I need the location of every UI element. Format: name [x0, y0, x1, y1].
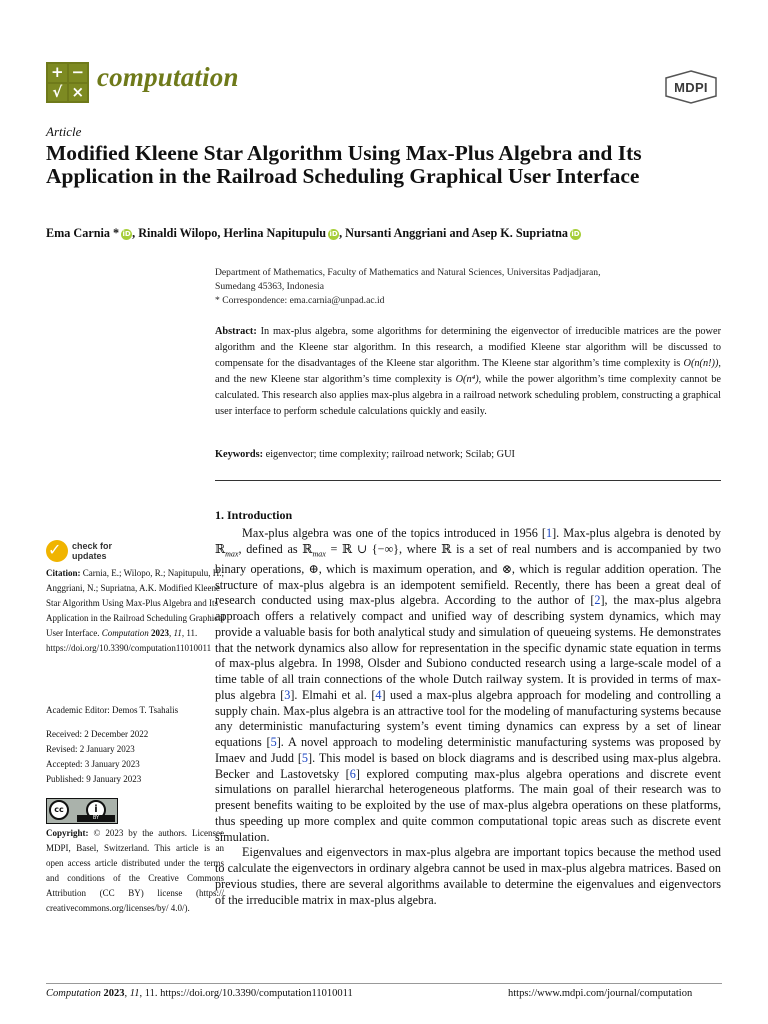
plus-glyph: +: [48, 64, 67, 82]
date-received: Received: 2 December 2022: [46, 729, 149, 739]
orcid-icon[interactable]: iD: [329, 230, 338, 238]
check-line: updates: [72, 551, 107, 561]
math-expression: O(n⁴): [455, 374, 479, 385]
root-glyph: √: [48, 84, 67, 102]
footer-volume: 11: [129, 988, 140, 999]
orcid-icon[interactable]: iD: [122, 230, 131, 238]
paragraph-text: ]. A novel approach to modeling deterministic manufacturing systems was proposed by Imaev and Judd [: [215, 735, 721, 765]
paragraph-text: ], the max-plus algebra approach offers a relatively compact and unified way of describing system dynamics, which may provide a valuable basis for both analytical study and simulation of queueing systems. He demonstrates that the network dynamics also allow for representation in the specific dynamic state equation in terms of max-plus algebra. In 1998, Olsder and Subiono conducted research using a large-scale model of a time table of all train connections of the whole Dutch railway system. It is provided in terms of max-plus algebra [: [215, 593, 721, 702]
keywords: [215, 448, 721, 462]
introduction-body: [215, 526, 721, 908]
paper-title: Modified Kleene Star Algorithm Using Max-Plus Algebra and Its Application in the Railroad Scheduling Graphical User Interface: [46, 141, 642, 188]
citation-pages: , 11.: [181, 628, 198, 639]
footer-citation: Computation 2023, 11, 11. https://doi.org/10.3390/computation11010011: [46, 988, 353, 999]
footer-journal: Computation: [46, 988, 101, 999]
paragraph-text: ] explored computing max-plus algebra operations and discrete event simulations on parallel hierarchal heterogeneous platforms. The main goal of their research was to present benefits waiting to be exploited by the use of max-plus algebra operations on these platforms, thus speeding up more complex and quite common computational topic areas such as discrete event simulation.: [215, 766, 722, 844]
copyright-label: Copyright:: [46, 828, 89, 838]
subscript: max: [225, 549, 239, 559]
citation-block: Citation: Carnia, E.; Wilopo, R.; Napitupulu, H.; Anggriani, N.; Supriatna, A.K. Modified Kleene Star Algorithm Using Max-Plus Algebra and Its Application in the Railroad Scheduling Graphical User Interface. Computation 2023, 11, 11. https://doi.org/10.3390/computation11010011: [46, 568, 225, 654]
paragraph-text: ]. This model is based on block diagrams and is described using max-plus algebra. Becker and Lastovetsky [: [215, 750, 721, 781]
author-name: Asep K. Supriatna: [471, 226, 569, 240]
journal-name: computation: [97, 62, 239, 92]
times-glyph: ×: [69, 84, 88, 102]
citation-link[interactable]: 6: [349, 766, 356, 781]
author-name: Herlina Napitupulu: [223, 226, 327, 240]
citation-link[interactable]: 4: [375, 687, 382, 702]
minus-glyph: −: [69, 64, 88, 82]
dates-block: [46, 727, 226, 787]
paragraph: Eigenvalues and eigenvectors in max-plus algebra are important topics because the method used to calculate the eigenvectors in ordinary algebra cannot be used in max-plus algebra matrices. Based on previous studies, there are several algorithms available to determine the eigenvalues and eigenvectors of the irreducible matrix in max-plus algebra.: [215, 845, 721, 907]
by-label: BY: [77, 815, 115, 822]
author-separator: and: [446, 226, 472, 240]
paragraph: [215, 526, 721, 845]
citation-doi-link[interactable]: https://doi.org/10.3390/computation11010011: [46, 643, 212, 654]
citation-link[interactable]: 2: [594, 593, 601, 608]
affiliation-line: Department of Mathematics, Faculty of Mathematics and Natural Sciences, Universitas Padjadjaran,: [215, 267, 601, 278]
author-name: Ema Carnia: [46, 226, 110, 240]
check-mark-icon: ✓: [48, 540, 62, 559]
check-for-updates[interactable]: [46, 540, 146, 564]
publisher-logo: [664, 70, 718, 104]
footer-journal-url[interactable]: https://www.mdpi.com/journal/computation: [508, 988, 693, 999]
paragraph-text: ]. Elmahi et al. [: [290, 687, 376, 702]
cc-by-license-icon[interactable]: [46, 798, 118, 824]
abstract-text: In max-plus algebra, some algorithms for determining the eigenvector of irreducible matrices are the power algorithm and the Kleene star algorithm. In this research, a modified Kleene star algorithm will be discussed to compensate for the disadvantages of the Kleene star algorithm. The Kleene star algorithm’s time complexity is: [215, 326, 721, 369]
academic-editor: Academic Editor: Demos T. Tsahalis: [46, 705, 179, 715]
abstract-label: Abstract:: [215, 326, 257, 337]
author-separator: ,: [217, 226, 224, 240]
subscript: max: [312, 549, 326, 559]
abstract: [215, 324, 721, 420]
orcid-icon[interactable]: iD: [571, 230, 580, 238]
date-published: Published: 9 January 2023: [46, 774, 142, 785]
citation-label: Citation:: [46, 568, 81, 578]
citation-year: 2023: [150, 628, 169, 639]
corresponding-mark: *: [109, 226, 120, 240]
citation-text: Carnia, E.; Wilopo, R.; Napitupulu, H.; Anggriani, N.; Supriatna, A.K. Modified Kleene Star Algorithm Using Max-Plus Algebra and Its Application in the Railroad Scheduling Graphical User Interface.: [46, 568, 225, 639]
citation-link[interactable]: 5: [301, 750, 309, 765]
attribution-icon: i: [86, 800, 106, 820]
article-type: Article: [46, 124, 82, 139]
paragraph-text: ]. Max-plus algebra is denoted by ℝ: [215, 526, 722, 556]
paragraph-text: , defined as ℝ: [238, 541, 313, 556]
abstract-text: , while the power algorithm’s time complexity cannot be calculated. This research also applies max-plus algebra in a railroad network scheduling problem, constructing a graphical user interface to perform schedule calculations quickly and easily.: [215, 374, 721, 417]
date-accepted: Accepted: 3 January 2023: [46, 759, 140, 770]
citation-volume: 11: [173, 628, 182, 639]
paragraph-text: ] used a max-plus algebra approach for modeling and controlling a supply chain. Max-plus algebra is an attractive tool for the modeling of manufacturing systems because any deterministic manufacturing system’s event timing dynamics can express by a set of linear equations [: [215, 687, 721, 750]
footer-divider: [46, 983, 722, 984]
author-separator: ,: [339, 226, 346, 240]
section-heading: 1. Introduction: [215, 508, 293, 522]
cc-icon: cc: [49, 800, 69, 820]
author-list: [46, 225, 746, 241]
keywords-label: Keywords:: [215, 449, 264, 460]
citation-link[interactable]: 5: [270, 735, 277, 750]
affiliation-line: Sumedang 45363, Indonesia: [215, 281, 324, 292]
journal-logo: [46, 62, 89, 103]
author-name: Rinaldi Wilopo: [138, 226, 218, 240]
citation-link[interactable]: 1: [546, 526, 553, 540]
citation-journal: Computation: [101, 628, 149, 639]
divider: [215, 480, 721, 481]
paragraph-text: Max-plus algebra was one of the topics introduced in 1956 [: [242, 526, 546, 540]
citation-link[interactable]: 3: [284, 687, 291, 702]
date-revised: Revised: 2 January 2023: [46, 744, 135, 755]
paragraph-text: = ℝ ∪ {−∞}, where ℝ is a set of real numbers and is accompanied by two binary operations, ⊕, which is maximum operation, and ⊗, which is regular addition operation. The structure of max-plus algebra is an idempotent semifield. Recently, there has been a great deal of research conducted using max-plus algebra. According to the author of [: [215, 541, 721, 608]
author-name: Nursanti Anggriani: [345, 226, 447, 240]
copyright-block: [46, 826, 224, 917]
math-expression: O(n(n!)): [683, 358, 719, 369]
author-separator: ,: [132, 226, 139, 240]
correspondence: * Correspondence: ema.carnia@unpad.ac.id: [215, 295, 385, 306]
footer-doi[interactable]: , 11. https://doi.org/10.3390/computation11010011: [139, 988, 353, 999]
keywords-text: eigenvector; time complexity; railroad network; Scilab; GUI: [263, 449, 515, 460]
copyright-text: © 2023 by the authors. Licensee MDPI, Basel, Switzerland. This article is an open access article distributed under the terms and conditions of the Creative Commons Attribution (CC BY) license (https:// creativecommons.org/licenses/by/ 4.0/).: [46, 828, 224, 914]
check-line: check for: [72, 541, 113, 551]
publisher-name: MDPI: [674, 80, 708, 95]
affiliation: [215, 266, 725, 308]
footer-year: 2023: [103, 988, 125, 999]
abstract-text: , and the new Kleene star algorithm’s time complexity is: [215, 358, 721, 385]
check-text: [72, 541, 112, 561]
